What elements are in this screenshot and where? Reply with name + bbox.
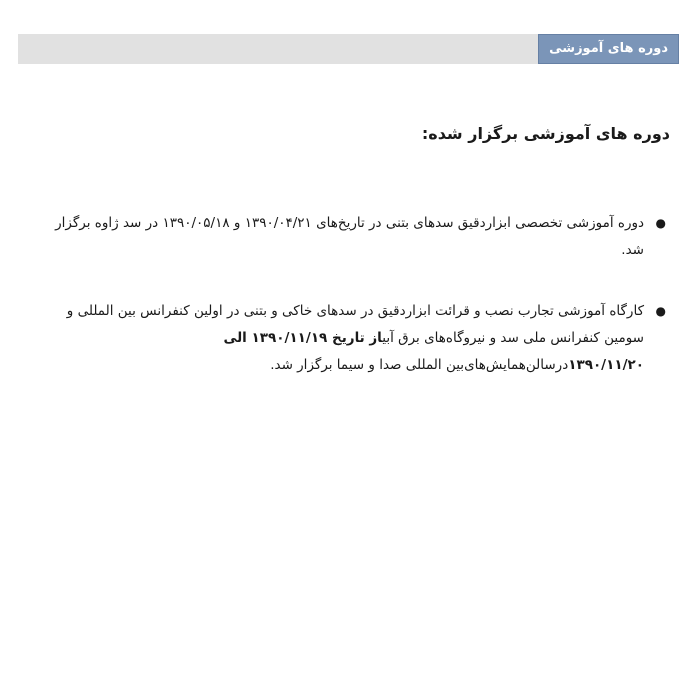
courses-list <box>44 210 666 413</box>
bullet-icon: ● <box>655 216 666 230</box>
item-text: دوره آموزشی تخصصی ابزاردقیق سدهای بتنی در تاریخ‌های ۱۳۹۰/۰۴/۲۱ و ۱۳۹۰/۰۵/۱۸ در سد ژاوه برگزار شد. <box>55 215 644 258</box>
bullet-icon: ● <box>655 304 666 318</box>
item-text: کارگاه آموزشی تجارب نصب و قرائت ابزاردقیق در سدهای خاکی و بتنی در اولین کنفرانس بین المللی و سومین کنفرانس ملی سد و نیروگاه‌های برق آبی <box>66 303 644 346</box>
list-item <box>44 298 666 379</box>
section-heading: دوره های آموزشی برگزار شده: <box>421 124 670 143</box>
header-tab-training-courses[interactable]: دوره های آموزشی <box>538 34 679 64</box>
list-item <box>44 210 666 264</box>
section-header-bar <box>18 34 679 64</box>
item-text-end: درسالن‌همایش‌های‌بین المللی صدا و سیما برگزار شد. <box>270 357 569 373</box>
item-date-range: از تاریخ ۱۳۹۰/۱۱/۱۹ الی ۱۳۹۰/۱۱/۲۰ <box>223 330 644 373</box>
